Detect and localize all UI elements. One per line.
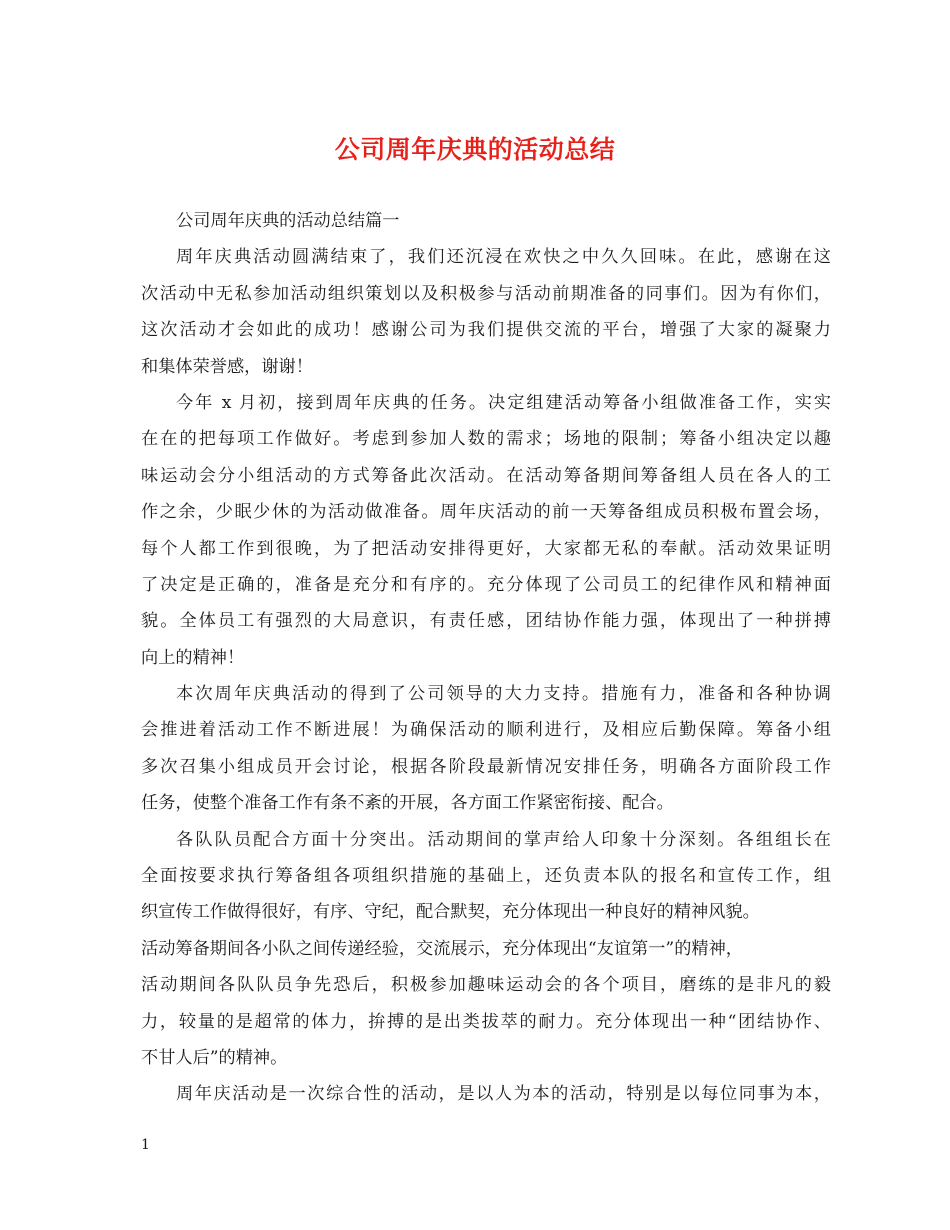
document-title: 公司周年庆典的活动总结 (334, 135, 616, 164)
paragraph-line: 全面按要求执行筹备组各项组织措施的基础上，还负责本队的报名和宣传工作，组 (141, 866, 831, 887)
paragraph-line: 这次活动才会如此的成功！感谢公司为我们提供交流的平台，增强了大家的凝聚力 (141, 320, 831, 341)
paragraph-line: 作之余，少眠少休的为活动做准备。周年庆活动的前一天筹备组成员积极布置会场， (141, 502, 831, 523)
paragraph-line: 力，较量的是超常的体力，拚搏的是出类拔萃的耐力。充分体现出一种“团结协作、 (141, 1011, 831, 1032)
paragraph-line: 任务，使整个准备工作有条不紊的开展，各方面工作紧密衔接、配合。 (141, 793, 674, 814)
paragraph-line: 在在的把每项工作做好。考虑到参加人数的需求；场地的限制；筹备小组决定以趣 (141, 429, 831, 450)
paragraph-line: 多次召集小组成员开会讨论，根据各阶段最新情况安排任务，明确各方面阶段工作 (141, 756, 831, 777)
paragraph-line: 次活动中无私参加活动组织策划以及积极参与活动前期准备的同事们。因为有你们， (141, 283, 831, 304)
paragraph-line: 向上的精神！ (141, 647, 245, 668)
document-body (141, 203, 831, 1113)
paragraph-line: 各队队员配合方面十分突出。活动期间的掌声给人印象十分深刻。各组组长在 (176, 829, 831, 850)
paragraph-line: 周年庆活动是一次综合性的活动，是以人为本的活动，特别是以每位同事为本， (176, 1084, 831, 1105)
paragraph-line: 貌。全体员工有强烈的大局意识，有责任感，团结协作能力强，体现出了一种拼搏 (141, 611, 831, 632)
paragraph-line: 每个人都工作到很晚，为了把活动安排得更好，大家都无私的奉献。活动效果证明 (141, 538, 831, 559)
paragraph-line: 织宣传工作做得很好，有序、守纪，配合默契，充分体现出一种良好的精神风貌。 (141, 902, 760, 923)
paragraph-line: 和集体荣誉感，谢谢！ (141, 356, 313, 377)
paragraph-line: 周年庆典活动圆满结束了，我们还沉浸在欢快之中久久回味。在此，感谢在这 (176, 247, 831, 268)
section-heading: 公司周年庆典的活动总结篇一 (176, 211, 400, 231)
paragraph-line: 今年 x 月初，接到周年庆典的任务。决定组建活动筹备小组做准备工作，实实 (176, 392, 831, 413)
paragraph-line: 不甘人后”的精神。 (141, 1047, 288, 1068)
page-number: 1 (141, 1137, 150, 1153)
paragraph-line: 会推进着活动工作不断进展！为确保活动的顺利进行，及相应后勤保障。筹备小组 (141, 720, 831, 741)
paragraph-line: 本次周年庆典活动的得到了公司领导的大力支持。措施有力，准备和各种协调 (176, 684, 831, 705)
paragraph-line: 了决定是正确的，准备是充分和有序的。充分体现了公司员工的纪律作风和精神面 (141, 574, 831, 595)
paragraph-line: 活动期间各队队员争先恐后，积极参加趣味运动会的各个项目，磨练的是非凡的毅 (141, 975, 831, 996)
paragraph-line: 味运动会分小组活动的方式筹备此次活动。在活动筹备期间筹备组人员在各人的工 (141, 465, 831, 486)
paragraph-line: 活动筹备期间各小队之间传递经验，交流展示，充分体现出“友谊第一”的精神， (141, 938, 743, 959)
